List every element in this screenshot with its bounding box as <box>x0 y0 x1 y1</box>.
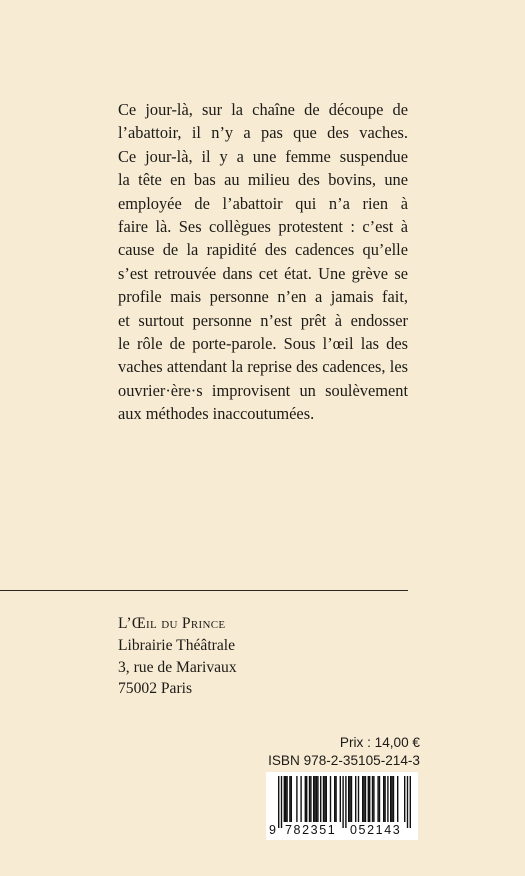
barcode-bar <box>362 776 363 822</box>
blurb-line: vaches attendant la reprise des cadences, les <box>118 357 408 377</box>
blurb-line: s’est retrouvée dans cet état. Une grève se <box>118 263 408 283</box>
publisher-name: L’Œil du Prince <box>118 615 226 632</box>
publisher-city: 75002 Paris <box>118 680 193 698</box>
barcode-bar <box>289 776 290 822</box>
barcode-bar <box>368 776 369 822</box>
publisher-address <box>118 613 237 700</box>
barcode-bar <box>377 776 378 822</box>
barcode-bar <box>296 776 297 822</box>
barcode-lead-digit: 9 <box>269 823 276 837</box>
barcode-bar <box>335 776 336 822</box>
barcode-bar <box>291 776 292 822</box>
barcode-bar <box>313 776 314 822</box>
barcode-bar <box>284 776 285 822</box>
blurb-line: profile mais personne n’en a jamais fait, <box>118 287 408 307</box>
blurb-line: la tête en bas au milieu des bovins, une <box>118 170 408 190</box>
barcode-bar <box>305 776 306 822</box>
barcode-bar <box>323 776 324 822</box>
barcode-bar <box>324 776 325 822</box>
isbn-label: ISBN 978-2-35105-214-3 <box>268 753 420 768</box>
barcode-bar <box>320 776 321 822</box>
barcode-bar <box>330 776 331 822</box>
barcode-bar <box>387 776 388 822</box>
barcode-bar <box>285 776 286 822</box>
barcode-bar <box>407 776 408 828</box>
barcode-bar <box>391 776 392 822</box>
blurb-line: faire là. Ses collègues protestent : c’est à <box>118 217 408 237</box>
barcode-bar <box>349 776 350 822</box>
barcode-bar <box>383 776 384 822</box>
blurb-line: l’abattoir, il n’y a pas que des vaches. <box>118 123 408 143</box>
barcode-bar <box>342 776 343 828</box>
barcode-bar <box>372 776 373 822</box>
isbn-barcode <box>266 772 418 840</box>
back-cover-blurb <box>118 98 408 426</box>
barcode-bar <box>410 776 411 828</box>
blurb-line: employée de l’abattoir qui n’a rien à <box>118 193 408 213</box>
blurb-line: Ce jour-là, il y a une femme suspendue <box>118 146 408 166</box>
barcode-bar <box>316 776 317 822</box>
barcode-bar <box>345 776 346 828</box>
blurb-line: aux méthodes inaccoutumées. <box>118 404 315 424</box>
barcode-bar <box>334 776 335 822</box>
barcode-bar <box>310 776 311 822</box>
barcode-bar <box>286 776 287 822</box>
barcode-bar <box>326 776 327 822</box>
barcode-bar <box>397 776 398 822</box>
barcode-bar <box>393 776 394 822</box>
barcode-bar <box>348 776 349 822</box>
price-isbn-block <box>268 734 420 770</box>
barcode-bar <box>358 776 359 822</box>
barcode-bar <box>351 776 352 822</box>
price-label: Prix : 14,00 € <box>339 735 420 750</box>
barcode-bar <box>384 776 385 822</box>
barcode-left-digits: 782351 <box>285 823 337 837</box>
barcode-digits <box>266 823 418 839</box>
barcode-bar <box>365 776 366 822</box>
publisher-imprint: Librairie Théâtrale <box>118 636 236 654</box>
barcode-bar <box>404 776 405 822</box>
barcode-bar <box>369 776 370 822</box>
blurb-line: et surtout personne n’est prêt à endosser <box>118 310 408 330</box>
barcode-bar <box>278 776 279 828</box>
blurb-line: le rôle de porte-parole. Sous l’œil las des <box>118 334 408 354</box>
barcode-bar <box>340 776 341 822</box>
barcode-bar <box>281 776 282 828</box>
publisher-street: 3, rue de Marivaux <box>118 658 237 676</box>
blurb-line: ouvrier·ère·s improvisent un soulèvement <box>118 380 408 400</box>
blurb-line: Ce jour-là, sur la chaîne de découpe de <box>118 100 408 119</box>
horizontal-divider <box>0 590 408 591</box>
barcode-bar <box>379 776 380 822</box>
barcode-bar <box>300 776 301 822</box>
barcode-bar <box>373 776 374 822</box>
barcode-bar <box>363 776 364 822</box>
barcode-right-digits: 052143 <box>350 823 402 837</box>
barcode-bar <box>355 776 356 822</box>
blurb-line: cause de la rapidité des cadences qu’elle <box>118 240 408 260</box>
barcode-bar <box>390 776 391 822</box>
barcode-bar <box>306 776 307 822</box>
barcode-bar <box>314 776 315 822</box>
barcode-bar <box>317 776 318 822</box>
barcode-bar <box>309 776 310 822</box>
